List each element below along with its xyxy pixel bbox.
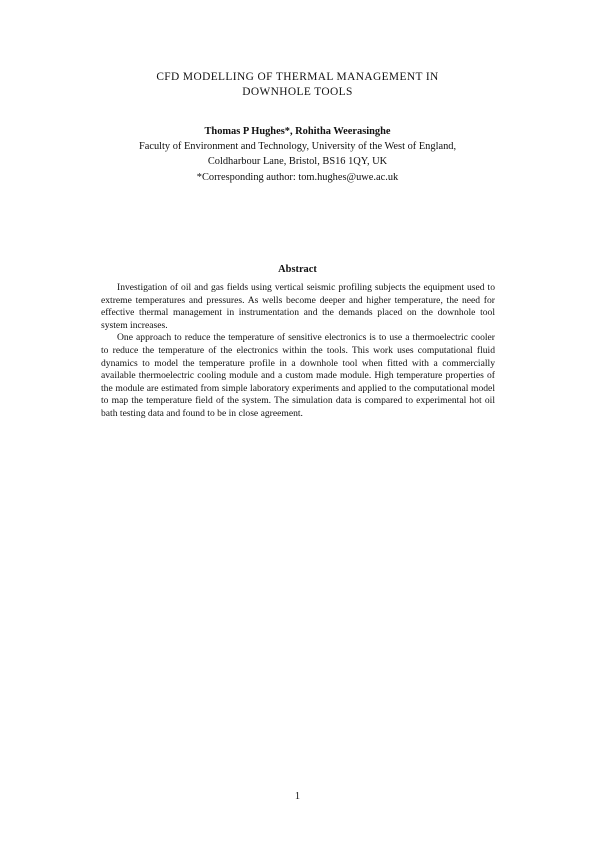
author-names: Thomas P Hughes*, Rohitha Weerasinghe — [204, 126, 391, 137]
affiliation-line-1: Faculty of Environment and Technology, University of the West of England, — [138, 141, 457, 153]
abstract-heading: Abstract — [278, 264, 317, 275]
title-line-1: CFD MODELLING OF THERMAL MANAGEMENT IN — [156, 71, 439, 83]
corresponding-author: *Corresponding author: tom.hughes@uwe.ac.uk — [196, 171, 399, 183]
paper-title — [0, 70, 595, 99]
abstract-paragraph-2: One approach to reduce the temperature of sensitive electronics is to use a thermoelectric cooler to reduce the temperature of the electronics within the tools. This work uses computational fluid dynamics to model the temperature profile in a downhole tool when fitted with a commercially available thermoelectric cooling module and a custom made module. High temperature properties of the module are estimated from simple laboratory experiments and applied to the computational model to map the temperature field of the system. The simulation data is compared to experimental hot oil bath testing data and found to be in close agreement. — [101, 332, 495, 419]
title-line-2: DOWNHOLE TOOLS — [242, 85, 353, 98]
author-block — [0, 124, 595, 185]
abstract-body — [101, 282, 495, 421]
page-number: 1 — [294, 791, 301, 802]
abstract-paragraph-1: Investigation of oil and gas fields using vertical seismic profiling subjects the equipment used to extreme temperatures and pressures. As wells become deeper and higher temperature, the need for effective thermal management in instrumentation and the demands placed on the downhole tool system increases. — [101, 282, 495, 331]
affiliation-line-2: Coldharbour Lane, Bristol, BS16 1QY, UK — [207, 156, 388, 168]
